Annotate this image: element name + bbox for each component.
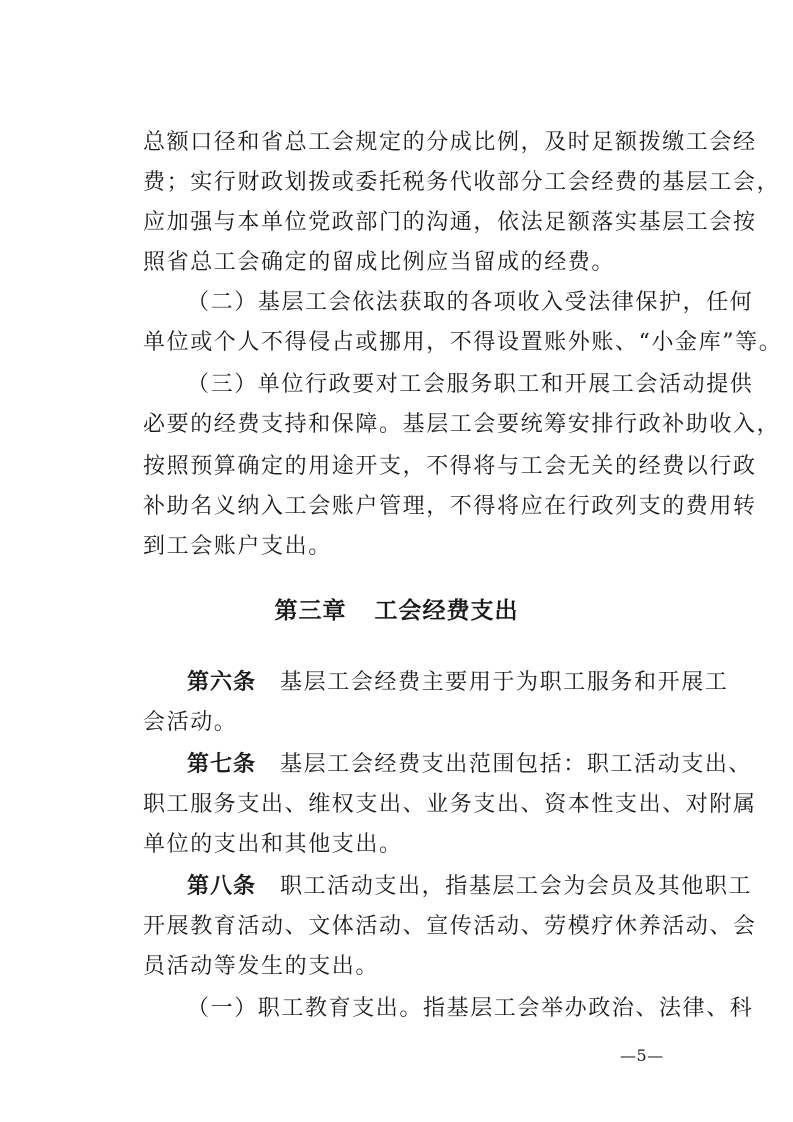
body-line-10: 补助名义纳入工会账户管理，不得将应在行政列支的费用转 <box>143 494 757 519</box>
body-line-11: 到工会账户支出。 <box>143 534 332 559</box>
body-line-5: （二）基层工会依法获取的各项收入受法律保护，任何 <box>187 290 754 315</box>
article-8-label: 第八条 <box>187 874 257 899</box>
article-6-line-1 <box>187 668 727 698</box>
item-1-line-1: （一）职工教育支出。指基层工会举办政治、法律、科 <box>187 996 754 1021</box>
body-line-4: 照省总工会确定的留成比例应当留成的经费。 <box>143 250 616 275</box>
body-line-8: 必要的经费支持和保障。基层工会要统筹安排行政补助收入， <box>143 412 781 437</box>
page-number: —5— <box>620 1046 664 1065</box>
article-7-line-3: 单位的支出和其他支出。 <box>143 832 403 857</box>
body-line-3: 应加强与本单位党政部门的沟通，依法足额落实基层工会按 <box>143 210 757 235</box>
article-6-line-2: 会活动。 <box>143 710 238 735</box>
body-line-6: 单位或个人不得侵占或挪用，不得设置账外账、“小金库”等。 <box>143 330 783 355</box>
body-line-9: 按照预算确定的用途开支，不得将与工会无关的经费以行政 <box>143 454 757 479</box>
chapter-title: 工会经费支出 <box>374 598 519 624</box>
article-7-text: 基层工会经费支出范围包括：职工活动支出、 <box>280 752 753 777</box>
article-8-line-3: 员活动等发生的支出。 <box>143 954 380 979</box>
article-7-line-2: 职工服务支出、维权支出、业务支出、资本性支出、对附属 <box>143 792 757 817</box>
article-8-text: 职工活动支出，指基层工会为会员及其他职工 <box>280 874 753 899</box>
article-8-line-2: 开展教育活动、文体活动、宣传活动、劳模疗休养活动、会 <box>143 914 757 939</box>
article-7-line-1 <box>187 750 753 780</box>
body-line-1: 总额口径和省总工会规定的分成比例，及时足额拨缴工会经 <box>143 130 757 155</box>
article-6-text: 基层工会经费主要用于为职工服务和开展工 <box>280 670 729 695</box>
chapter-heading <box>0 596 793 626</box>
article-6-label: 第六条 <box>187 670 257 695</box>
body-line-7: （三）单位行政要对工会服务职工和开展工会活动提供 <box>187 372 754 397</box>
article-8-line-1 <box>187 872 753 902</box>
chapter-number: 第三章 <box>274 598 347 624</box>
article-7-label: 第七条 <box>187 752 257 777</box>
body-line-2: 费；实行财政划拨或委托税务代收部分工会经费的基层工会， <box>143 170 781 195</box>
